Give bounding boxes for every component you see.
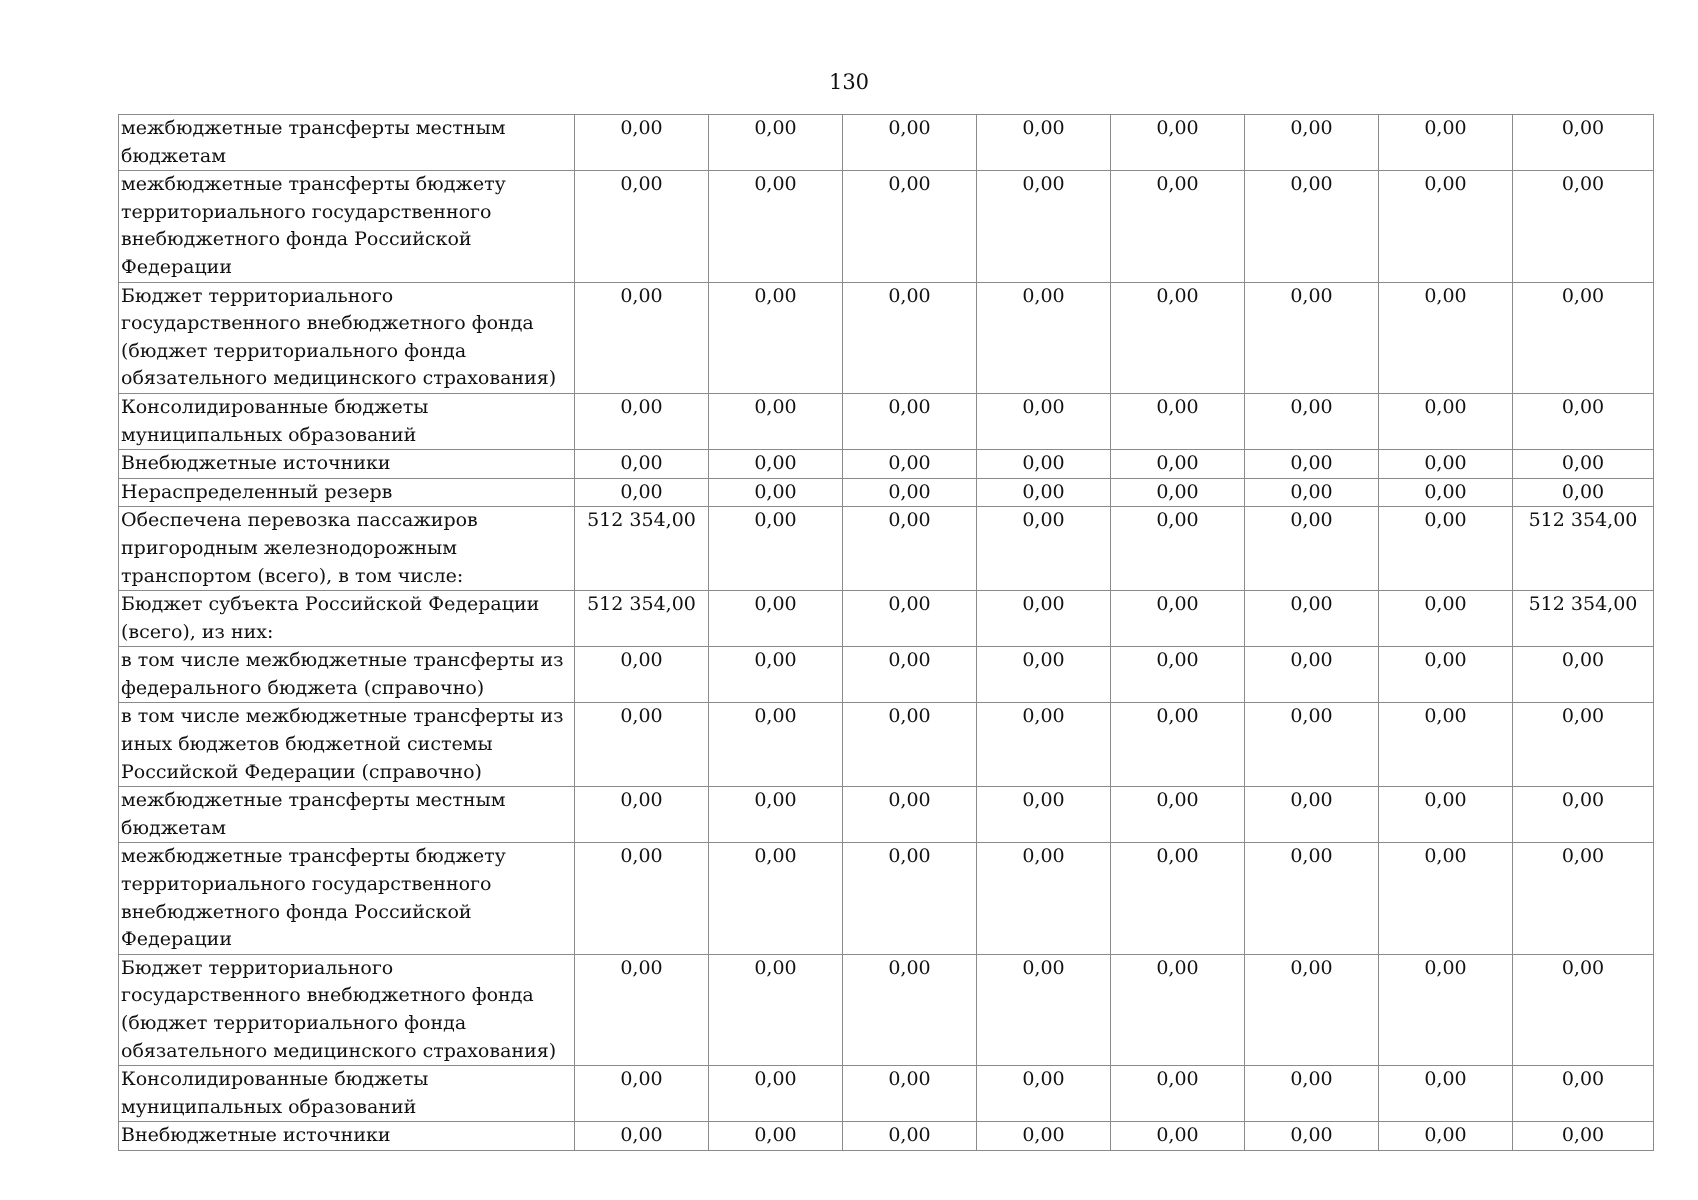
value-cell: 0,00 bbox=[1379, 703, 1513, 787]
table-row bbox=[119, 647, 1654, 703]
value-cell: 0,00 bbox=[1513, 787, 1654, 843]
value-cell: 0,00 bbox=[977, 1122, 1111, 1151]
row-label: Бюджет территориального государственного внебюджетного фонда (бюджет территориального фонда обязательного медицинского страхования) bbox=[119, 282, 575, 393]
value-cell: 0,00 bbox=[1245, 507, 1379, 591]
table-row bbox=[119, 703, 1654, 787]
value-cell: 0,00 bbox=[1111, 1122, 1245, 1151]
value-cell: 0,00 bbox=[1379, 478, 1513, 507]
row-label: межбюджетные трансферты местным бюджетам bbox=[119, 787, 575, 843]
value-cell: 0,00 bbox=[1513, 478, 1654, 507]
value-cell: 0,00 bbox=[575, 1066, 709, 1122]
value-cell: 0,00 bbox=[709, 393, 843, 449]
value-cell: 0,00 bbox=[843, 591, 977, 647]
value-cell: 0,00 bbox=[575, 282, 709, 393]
value-cell: 0,00 bbox=[575, 647, 709, 703]
table-row bbox=[119, 843, 1654, 954]
value-cell: 0,00 bbox=[977, 450, 1111, 479]
value-cell: 0,00 bbox=[1111, 591, 1245, 647]
value-cell: 0,00 bbox=[1245, 393, 1379, 449]
value-cell: 0,00 bbox=[575, 843, 709, 954]
row-label: Консолидированные бюджеты муниципальных образований bbox=[119, 1066, 575, 1122]
value-cell: 0,00 bbox=[575, 703, 709, 787]
value-cell: 0,00 bbox=[1513, 843, 1654, 954]
table-row bbox=[119, 450, 1654, 479]
row-label: межбюджетные трансферты бюджету территориального государственного внебюджетного фонда Российской Федерации bbox=[119, 843, 575, 954]
table-row bbox=[119, 507, 1654, 591]
value-cell: 0,00 bbox=[977, 115, 1111, 171]
value-cell: 0,00 bbox=[1245, 703, 1379, 787]
value-cell: 0,00 bbox=[709, 787, 843, 843]
value-cell: 0,00 bbox=[1379, 787, 1513, 843]
table-row bbox=[119, 1122, 1654, 1151]
value-cell: 0,00 bbox=[709, 507, 843, 591]
value-cell: 0,00 bbox=[1245, 478, 1379, 507]
value-cell: 0,00 bbox=[1379, 1066, 1513, 1122]
budget-table-body bbox=[119, 115, 1654, 1151]
value-cell: 0,00 bbox=[1379, 954, 1513, 1065]
value-cell: 0,00 bbox=[843, 1122, 977, 1151]
value-cell: 0,00 bbox=[843, 647, 977, 703]
value-cell: 0,00 bbox=[1513, 171, 1654, 282]
value-cell: 0,00 bbox=[1245, 787, 1379, 843]
table-row bbox=[119, 282, 1654, 393]
value-cell: 0,00 bbox=[709, 647, 843, 703]
value-cell: 0,00 bbox=[977, 843, 1111, 954]
value-cell: 0,00 bbox=[1111, 647, 1245, 703]
value-cell: 0,00 bbox=[1379, 591, 1513, 647]
row-label: Внебюджетные источники bbox=[119, 1122, 575, 1151]
value-cell: 512 354,00 bbox=[575, 591, 709, 647]
value-cell: 0,00 bbox=[1111, 507, 1245, 591]
value-cell: 0,00 bbox=[575, 393, 709, 449]
value-cell: 0,00 bbox=[709, 115, 843, 171]
value-cell: 0,00 bbox=[1379, 507, 1513, 591]
table-row bbox=[119, 591, 1654, 647]
value-cell: 0,00 bbox=[1111, 450, 1245, 479]
row-label: Консолидированные бюджеты муниципальных образований bbox=[119, 393, 575, 449]
value-cell: 512 354,00 bbox=[1513, 507, 1654, 591]
value-cell: 0,00 bbox=[1379, 115, 1513, 171]
value-cell: 0,00 bbox=[1245, 1122, 1379, 1151]
value-cell: 0,00 bbox=[977, 647, 1111, 703]
value-cell: 0,00 bbox=[977, 478, 1111, 507]
value-cell: 0,00 bbox=[977, 591, 1111, 647]
value-cell: 0,00 bbox=[709, 703, 843, 787]
row-label: Бюджет субъекта Российской Федерации (всего), из них: bbox=[119, 591, 575, 647]
table-row bbox=[119, 787, 1654, 843]
value-cell: 0,00 bbox=[1245, 1066, 1379, 1122]
value-cell: 0,00 bbox=[1513, 1066, 1654, 1122]
value-cell: 0,00 bbox=[1111, 115, 1245, 171]
table-row bbox=[119, 954, 1654, 1065]
value-cell: 0,00 bbox=[1111, 787, 1245, 843]
value-cell: 0,00 bbox=[977, 282, 1111, 393]
value-cell: 0,00 bbox=[843, 282, 977, 393]
row-label: межбюджетные трансферты местным бюджетам bbox=[119, 115, 575, 171]
table-row bbox=[119, 1066, 1654, 1122]
value-cell: 0,00 bbox=[1111, 478, 1245, 507]
row-label: межбюджетные трансферты бюджету территориального государственного внебюджетного фонда Российской Федерации bbox=[119, 171, 575, 282]
value-cell: 0,00 bbox=[1111, 1066, 1245, 1122]
row-label: Внебюджетные источники bbox=[119, 450, 575, 479]
value-cell: 0,00 bbox=[709, 843, 843, 954]
value-cell: 0,00 bbox=[1513, 1122, 1654, 1151]
value-cell: 0,00 bbox=[575, 954, 709, 1065]
value-cell: 0,00 bbox=[709, 171, 843, 282]
value-cell: 0,00 bbox=[575, 787, 709, 843]
value-cell: 0,00 bbox=[575, 115, 709, 171]
row-label: в том числе межбюджетные трансферты из федерального бюджета (справочно) bbox=[119, 647, 575, 703]
table-row bbox=[119, 393, 1654, 449]
value-cell: 0,00 bbox=[843, 703, 977, 787]
value-cell: 0,00 bbox=[843, 478, 977, 507]
value-cell: 0,00 bbox=[977, 507, 1111, 591]
value-cell: 0,00 bbox=[1111, 393, 1245, 449]
value-cell: 0,00 bbox=[709, 1122, 843, 1151]
value-cell: 0,00 bbox=[575, 450, 709, 479]
value-cell: 0,00 bbox=[843, 787, 977, 843]
value-cell: 512 354,00 bbox=[575, 507, 709, 591]
value-cell: 0,00 bbox=[1513, 115, 1654, 171]
value-cell: 0,00 bbox=[1379, 282, 1513, 393]
table-row bbox=[119, 171, 1654, 282]
value-cell: 0,00 bbox=[1379, 843, 1513, 954]
value-cell: 0,00 bbox=[1379, 171, 1513, 282]
value-cell: 0,00 bbox=[1245, 171, 1379, 282]
value-cell: 0,00 bbox=[977, 1066, 1111, 1122]
value-cell: 0,00 bbox=[843, 954, 977, 1065]
value-cell: 0,00 bbox=[709, 478, 843, 507]
value-cell: 0,00 bbox=[1379, 393, 1513, 449]
value-cell: 0,00 bbox=[977, 393, 1111, 449]
value-cell: 0,00 bbox=[709, 450, 843, 479]
value-cell: 0,00 bbox=[1111, 703, 1245, 787]
value-cell: 0,00 bbox=[709, 1066, 843, 1122]
value-cell: 0,00 bbox=[1111, 282, 1245, 393]
value-cell: 0,00 bbox=[575, 171, 709, 282]
row-label: в том числе межбюджетные трансферты из иных бюджетов бюджетной системы Российской Федерации (справочно) bbox=[119, 703, 575, 787]
value-cell: 512 354,00 bbox=[1513, 591, 1654, 647]
value-cell: 0,00 bbox=[1513, 282, 1654, 393]
budget-table bbox=[118, 114, 1654, 1151]
value-cell: 0,00 bbox=[1513, 954, 1654, 1065]
value-cell: 0,00 bbox=[709, 591, 843, 647]
value-cell: 0,00 bbox=[977, 171, 1111, 282]
value-cell: 0,00 bbox=[1379, 450, 1513, 479]
value-cell: 0,00 bbox=[977, 787, 1111, 843]
value-cell: 0,00 bbox=[1245, 591, 1379, 647]
value-cell: 0,00 bbox=[977, 703, 1111, 787]
value-cell: 0,00 bbox=[1513, 450, 1654, 479]
value-cell: 0,00 bbox=[1513, 647, 1654, 703]
value-cell: 0,00 bbox=[1513, 393, 1654, 449]
value-cell: 0,00 bbox=[1245, 647, 1379, 703]
value-cell: 0,00 bbox=[575, 1122, 709, 1151]
value-cell: 0,00 bbox=[1245, 843, 1379, 954]
value-cell: 0,00 bbox=[843, 115, 977, 171]
value-cell: 0,00 bbox=[977, 954, 1111, 1065]
row-label: Нераспределенный резерв bbox=[119, 478, 575, 507]
value-cell: 0,00 bbox=[843, 507, 977, 591]
value-cell: 0,00 bbox=[843, 171, 977, 282]
value-cell: 0,00 bbox=[1245, 954, 1379, 1065]
value-cell: 0,00 bbox=[1245, 115, 1379, 171]
value-cell: 0,00 bbox=[843, 450, 977, 479]
value-cell: 0,00 bbox=[575, 478, 709, 507]
value-cell: 0,00 bbox=[709, 282, 843, 393]
value-cell: 0,00 bbox=[1245, 282, 1379, 393]
value-cell: 0,00 bbox=[1379, 647, 1513, 703]
table-row bbox=[119, 115, 1654, 171]
value-cell: 0,00 bbox=[1379, 1122, 1513, 1151]
value-cell: 0,00 bbox=[1245, 450, 1379, 479]
value-cell: 0,00 bbox=[843, 1066, 977, 1122]
value-cell: 0,00 bbox=[1111, 954, 1245, 1065]
value-cell: 0,00 bbox=[1111, 843, 1245, 954]
value-cell: 0,00 bbox=[843, 393, 977, 449]
row-label: Бюджет территориального государственного внебюджетного фонда (бюджет территориального фонда обязательного медицинского страхования) bbox=[119, 954, 575, 1065]
table-row bbox=[119, 478, 1654, 507]
row-label: Обеспечена перевозка пассажиров пригородным железнодорожным транспортом (всего), в том числе: bbox=[119, 507, 575, 591]
value-cell: 0,00 bbox=[843, 843, 977, 954]
value-cell: 0,00 bbox=[709, 954, 843, 1065]
page-number: 130 bbox=[828, 70, 870, 94]
value-cell: 0,00 bbox=[1513, 703, 1654, 787]
value-cell: 0,00 bbox=[1111, 171, 1245, 282]
